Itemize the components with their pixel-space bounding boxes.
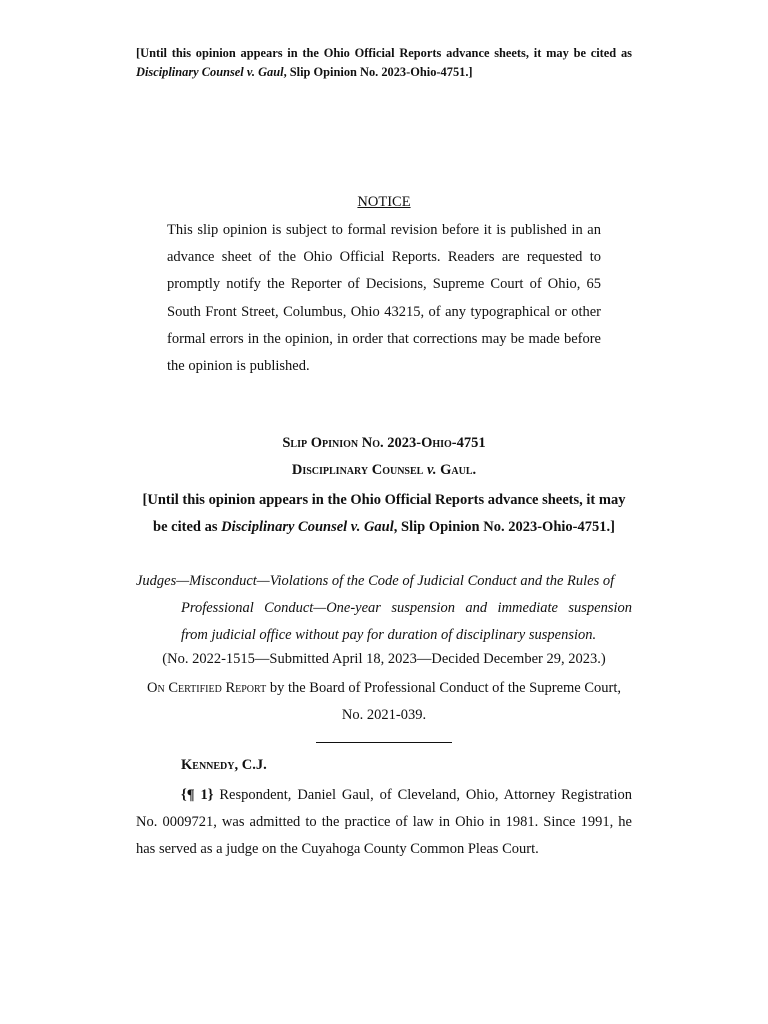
docket-line: (No. 2022-1515—Submitted April 18, 2023—Decided December 29, 2023.)	[162, 651, 606, 667]
certified-report-line	[136, 675, 632, 729]
case-caption-respondent: Gaul.	[436, 462, 477, 478]
author-name: Kennedy	[181, 757, 235, 773]
notice-body: This slip opinion is subject to formal revision before it is published in an advance sheet of the Ohio Official Reports. Readers are requested to promptly notify the Reporter of Decisions, Supreme Court of Ohio, 65 South Front Street, Columbus, Ohio 43215, of any typographical or other formal errors in the opinion, in order that corrections may be made before the opinion is published.	[167, 222, 601, 375]
syllabus-line-1: Judges—Misconduct—Violations of the Code of Judicial Conduct and the Rules of	[136, 573, 615, 589]
case-caption-party: Disciplinary Counsel	[291, 462, 427, 478]
opinion-author	[181, 756, 267, 774]
paragraph-1	[136, 782, 632, 864]
author-title: , C.J.	[234, 757, 267, 773]
syllabus	[136, 568, 632, 649]
certified-report-rest: by the Board of Professional Conduct of the Supreme Court, No. 2021-039.	[266, 680, 621, 723]
header-note-text-1: [Until this opinion appears in the Ohio Official Reports advance sheets, it may be cited as	[136, 46, 632, 60]
header-note-text-2: , Slip Opinion No. 2023-Ohio-4751.]	[283, 65, 473, 79]
case-caption	[136, 461, 632, 479]
citation-block	[136, 487, 632, 541]
certified-report-lead: On Certified Report	[147, 680, 267, 696]
case-caption-versus: v.	[426, 462, 437, 478]
slip-opinion-number: Slip Opinion No. 2023-Ohio-4751	[282, 435, 486, 451]
paragraph-text: Respondent, Daniel Gaul, of Cleveland, Ohio, Attorney Registration No. 0009721, was admitted to the practice of law in Ohio in 1981. Since 1991, he has served as a judge on the Cuyahoga County Common Pleas Court.	[136, 787, 632, 858]
syllabus-line-2: Professional Conduct—One-year suspension and immediate suspension	[181, 600, 632, 616]
notice-title: NOTICE	[357, 194, 411, 210]
syllabus-line-3: from judicial office without pay for duration of disciplinary suspension.	[181, 627, 597, 643]
header-note-case-name: Disciplinary Counsel v. Gaul	[136, 65, 284, 79]
citation-block-pre: [Until this opinion appears in the Ohio Official Reports advance sheets, it may be cited as	[142, 492, 626, 536]
paragraph-number: {¶ 1}	[181, 787, 214, 803]
section-divider	[316, 742, 452, 743]
citation-block-case-name: Disciplinary Counsel v. Gaul	[221, 519, 394, 536]
citation-header-note	[136, 44, 632, 82]
citation-block-post: , Slip Opinion No. 2023-Ohio-4751.]	[393, 519, 615, 536]
